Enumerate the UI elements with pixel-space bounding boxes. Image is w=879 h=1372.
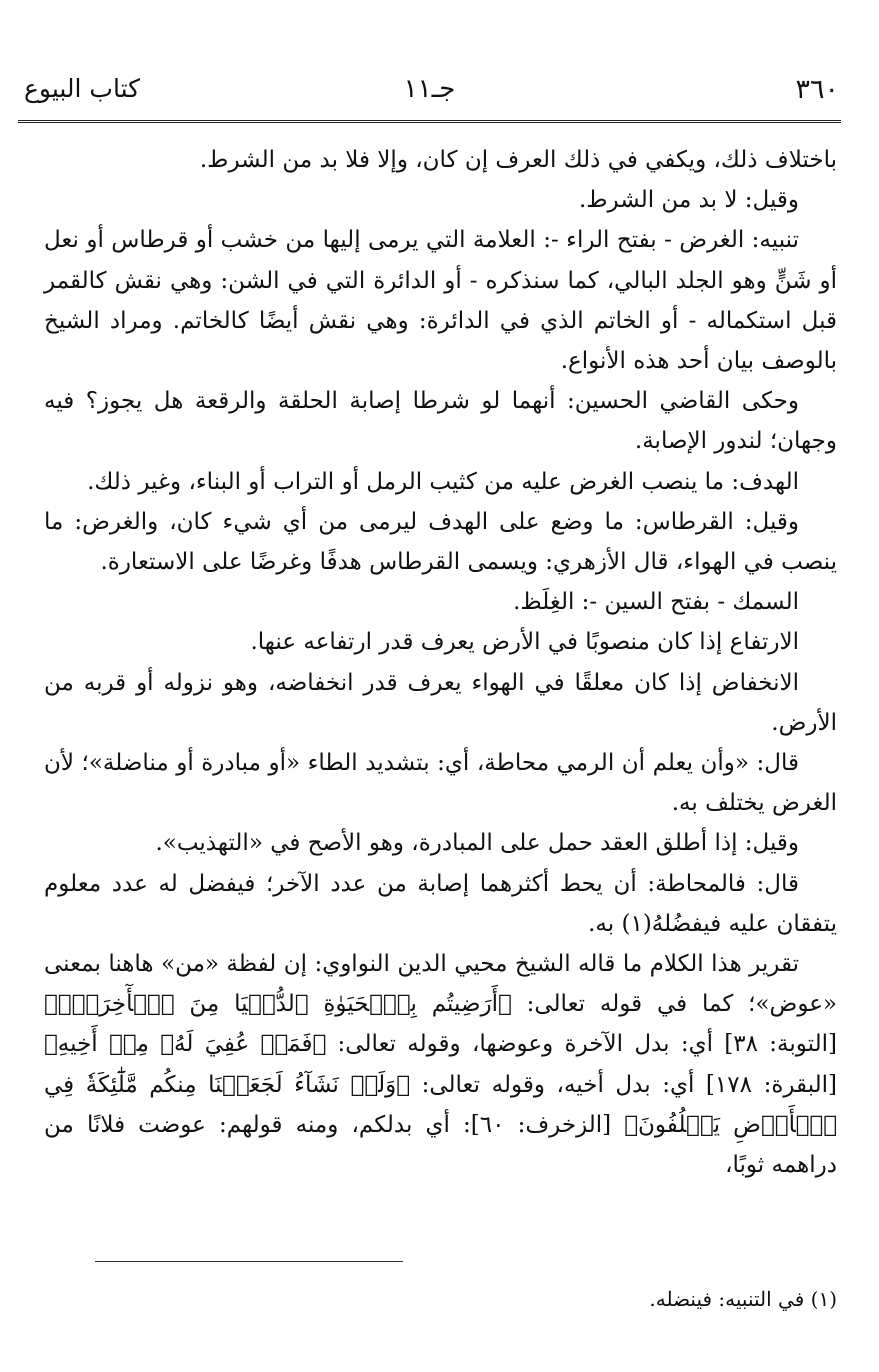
footnote-separator — [95, 1261, 403, 1262]
paragraph: تقرير هذا الكلام ما قاله الشيخ محيي الدين النواوي: إن لفظة «من» هاهنا بمعنى «عوض»؛ كما في قوله تعالى: ﴿أَرَضِيتُم بِٱلۡحَيَوٰةِ ٱلدُّنۡيَا مِنَ ٱلۡأٓخِرَةِۚ﴾ [التوبة: ٣٨] أي: بدل الآخرة وعوضها، وقوله تعالى: ﴿فَمَنۡ عُفِيَ لَهُۥ مِنۡ أَخِيهِ﴾ [البقرة: ١٧٨] أي: بدل أخيه، وقوله تعالى: ﴿وَلَوۡ نَشَآءُ لَجَعَلۡنَا مِنكُم مَّلَٰٓئِكَةٗ فِي ٱلۡأَرۡضِ يَخۡلُفُونَ﴾ [الزخرف: ٦٠]: أي بدلكم، ومنه قولهم: عوضت فلانًا من دراهمه ثوبًا، — [44, 951, 838, 1179]
footnote: (١) في التنبيه: فينضله. — [649, 1287, 837, 1311]
paragraph: تنبيه: الغرض - بفتح الراء -: العلامة التي يرمى إليها من خشب أو قرطاس أو نعل أو شَنٍّ وهو الجلد البالي، كما سنذكره - أو الدائرة التي في الشن: وهي نقش كالقمر قبل استكماله - أو الخاتم الذي في الدائرة: وهي نقش أيضًا كالخاتم. ومراد الشيخ بالوصف بيان أحد هذه الأنواع. — [44, 227, 838, 375]
paragraph: الهدف: ما ينصب الغرض عليه من كثيب الرمل أو التراب أو البناء، وغير ذلك. — [87, 468, 799, 495]
paragraph: وحكى القاضي الحسين: أنهما لو شرطا إصابة الحلقة والرقعة هل يجوز؟ فيه وجهان؛ لندور الإصابة. — [44, 388, 837, 455]
page-number: ٣٦٠ — [795, 74, 839, 105]
running-header — [18, 70, 841, 123]
paragraph: السمك - بفتح السين -: الغِلَظ. — [513, 589, 799, 616]
paragraph: وقيل: إذا أطلق العقد حمل على المبادرة، وهو الأصح في «التهذيب». — [155, 830, 799, 857]
paragraph: الانخفاض إذا كان معلقًا في الهواء يعرف قدر انخفاضه، وهو نزوله أو قربه من الأرض. — [44, 669, 837, 736]
book-title: كتاب البيوع — [24, 74, 141, 103]
paragraph: الارتفاع إذا كان منصوبًا في الأرض يعرف قدر ارتفاعه عنها. — [250, 629, 799, 656]
paragraph: وقيل: لا بد من الشرط. — [578, 187, 799, 214]
volume-number: جـ١١ — [403, 74, 456, 104]
paragraph: قال: فالمحاطة: أن يحط أكثرهما إصابة من عدد الآخر؛ فيفضل له عدد معلوم يتفقان عليه فيفضُلهُ(١) به. — [44, 870, 837, 937]
paragraph: قال: «وأن يعلم أن الرمي محاطة، أي: بتشديد الطاء «أو مبادرة أو مناضلة»؛ لأن الغرض يختلف به. — [44, 750, 837, 817]
paragraph: وقيل: القرطاس: ما وضع على الهدف ليرمى من أي شيء كان، والغرض: ما ينصب في الهواء، قال الأزهري: ويسمى القرطاس هدفًا وغرضًا على الاستعارة. — [44, 508, 837, 576]
paragraph: باختلاف ذلك، ويكفي في ذلك العرف إن كان، وإلا فلا بد من الشرط. — [199, 147, 837, 173]
main-text — [44, 140, 837, 1185]
